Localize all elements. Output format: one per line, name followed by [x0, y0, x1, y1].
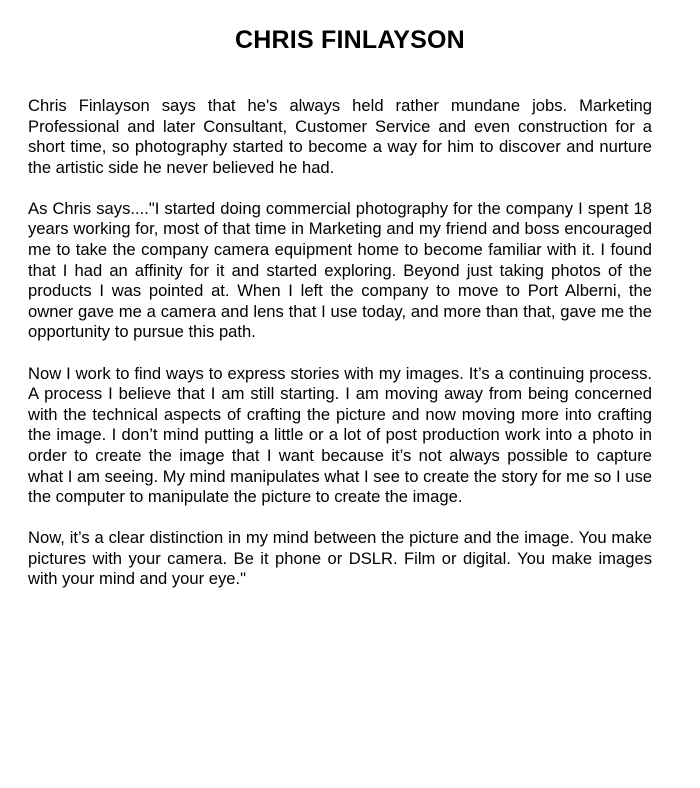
paragraph-2: As Chris says...."I started doing commercial photography for the company I spent 18 years working for, most of that time in Marketing and my friend and boss encouraged me to take the company camera equipment home to become familiar with it. I found that I had an affinity for it and started exploring. Beyond just taking photos of the products I was pointed at. When I left the company to move to Port Alberni, the owner gave me a camera and lens that I use today, and more than that, gave me the opportunity to pursue this path. — [28, 198, 652, 342]
paragraph-3: Now I work to find ways to express stories with my images. It’s a continuing process. A process I believe that I am still starting. I am moving away from being concerned with the technical aspects of crafting the picture and now moving more into crafting the image. I don’t mind putting a little or a lot of post production work into a photo in order to create the image that I want because it’s not always possible to capture what I am seeing. My mind manipulates what I see to create the story for me so I use the computer to manipulate the picture to create the image. — [28, 363, 652, 507]
paragraph-4: Now, it’s a clear distinction in my mind between the picture and the image. You make pictures with your camera. Be it phone or DSLR. Film or digital. You make images with your mind and your eye." — [28, 528, 652, 589]
biography-text — [28, 96, 652, 610]
paragraph-1: Chris Finlayson says that he's always held rather mundane jobs. Marketing Professional and later Consultant, Customer Service and even construction for a short time, so photography started to become a way for him to discover and nurture the artistic side he never believed he had. — [28, 96, 652, 177]
page-title: CHRIS FINLAYSON — [235, 26, 465, 54]
